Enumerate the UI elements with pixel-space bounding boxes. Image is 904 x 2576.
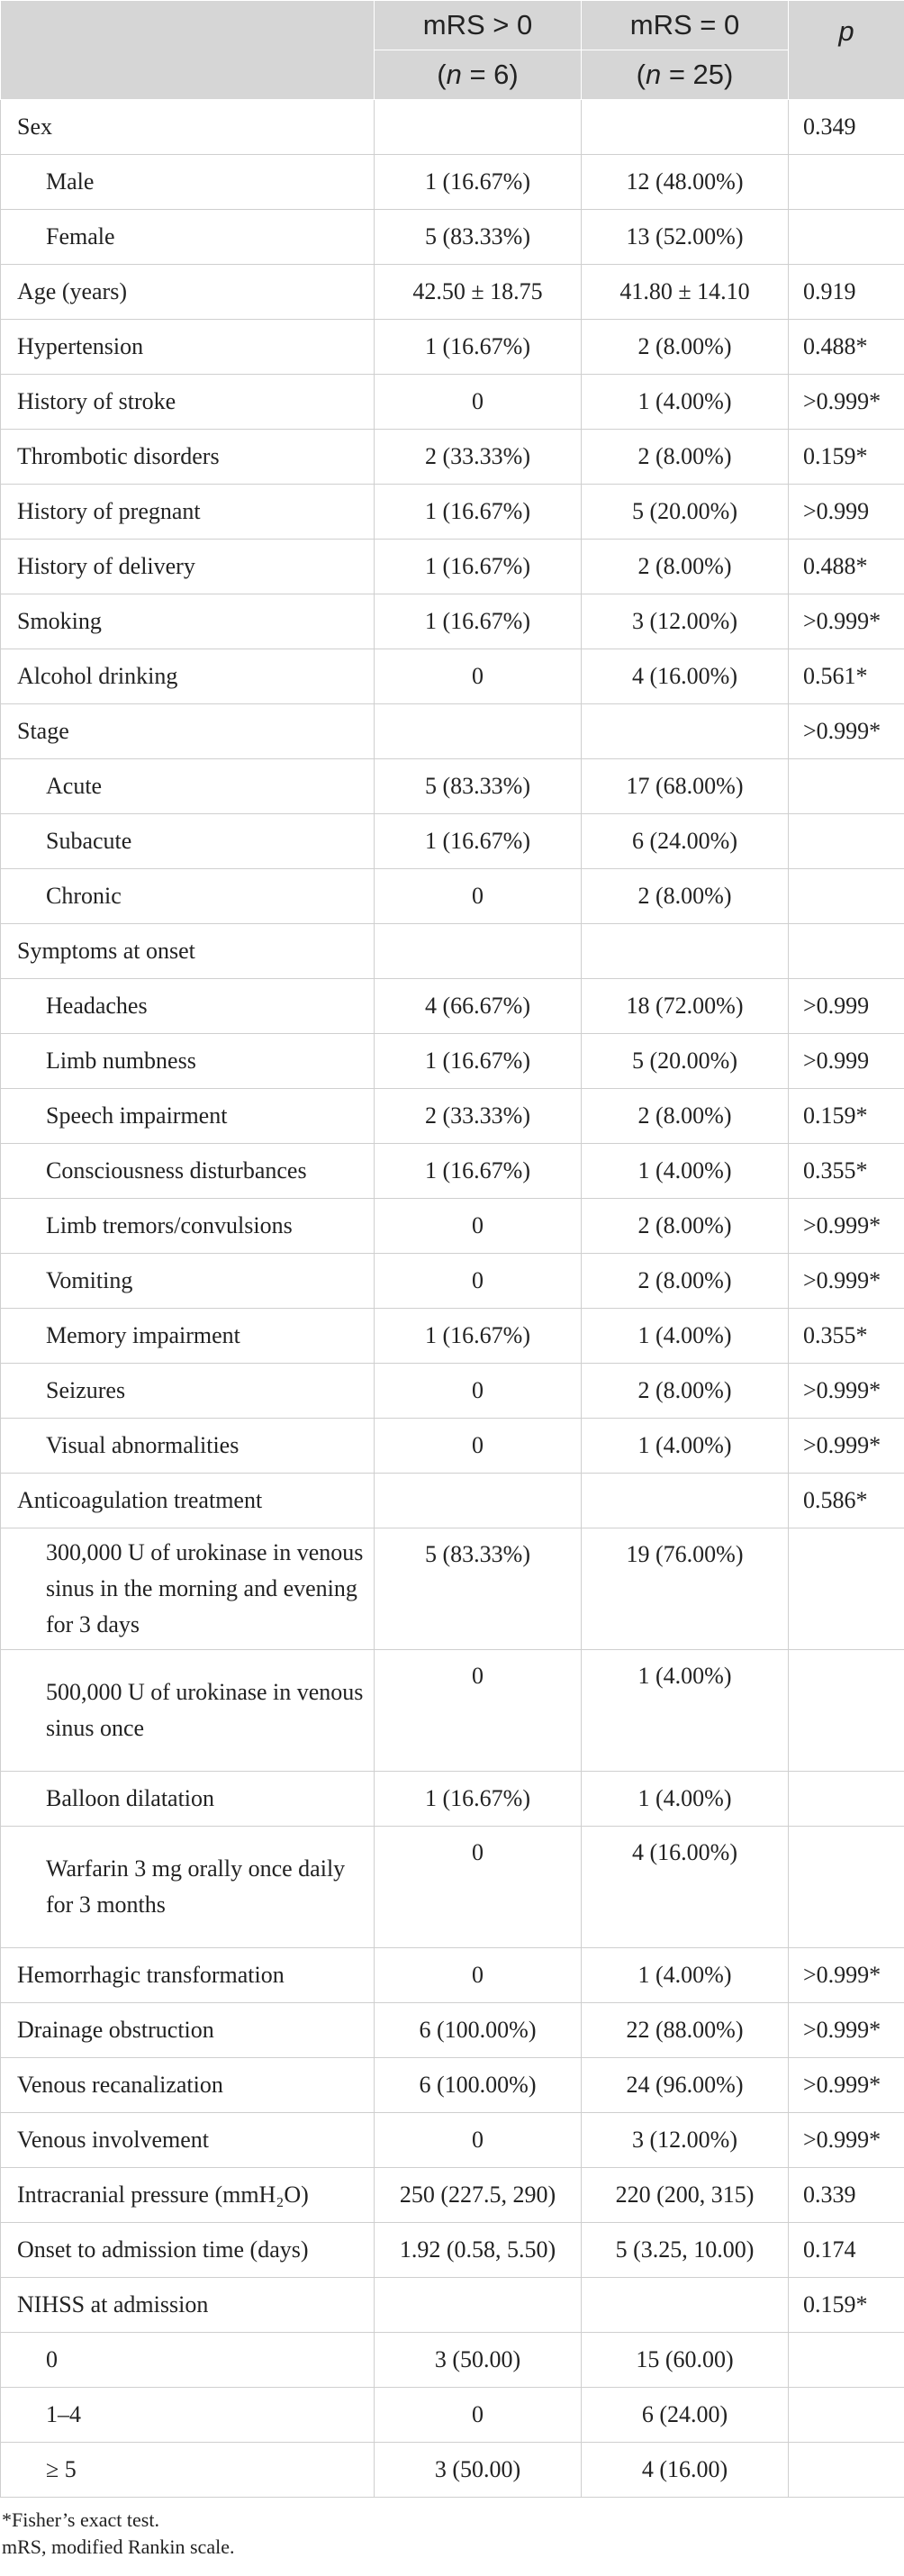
group2-value-cell: 1 (4.00%) <box>582 1144 789 1199</box>
p-value-cell: >0.999* <box>789 1364 904 1419</box>
table-row <box>1 430 904 485</box>
table-row <box>1 1772 904 1827</box>
table-row <box>1 1827 904 1948</box>
group2-value-cell <box>582 1474 789 1528</box>
table-row <box>1 1650 904 1772</box>
header-group2-n: (n = 25) <box>582 50 789 100</box>
group2-value-cell: 3 (12.00%) <box>582 2113 789 2168</box>
row-label-cell: Onset to admission time (days) <box>1 2223 375 2278</box>
row-label-cell: Anticoagulation treatment <box>1 1474 375 1528</box>
row-label-cell: Limb tremors/convulsions <box>1 1199 375 1254</box>
group2-value-cell: 12 (48.00%) <box>582 155 789 210</box>
row-label-cell: Limb numbness <box>1 1034 375 1089</box>
group1-value-cell: 42.50 ± 18.75 <box>375 265 582 320</box>
table-row <box>1 1948 904 2003</box>
group2-value-cell: 4 (16.00) <box>582 2443 789 2498</box>
group2-value-cell: 6 (24.00) <box>582 2388 789 2443</box>
group1-value-cell: 0 <box>375 869 582 924</box>
table-row <box>1 594 904 649</box>
p-value-cell <box>789 759 904 814</box>
group1-value-cell: 3 (50.00) <box>375 2443 582 2498</box>
row-label-cell: Male <box>1 155 375 210</box>
table-row <box>1 1474 904 1528</box>
group2-value-cell: 15 (60.00) <box>582 2333 789 2388</box>
group2-value-cell: 6 (24.00%) <box>582 814 789 869</box>
row-label-cell: Hypertension <box>1 320 375 375</box>
group1-value-cell: 2 (33.33%) <box>375 430 582 485</box>
row-label-cell: Chronic <box>1 869 375 924</box>
group2-value-cell: 5 (20.00%) <box>582 1034 789 1089</box>
row-label-cell: Intracranial pressure (mmH₂O) <box>1 2168 375 2223</box>
row-label-cell: Headaches <box>1 979 375 1034</box>
p-value-cell: >0.999* <box>789 2113 904 2168</box>
p-value-cell: 0.488* <box>789 540 904 594</box>
group2-value-cell: 1 (4.00%) <box>582 1309 789 1364</box>
row-label-cell: 0 <box>1 2333 375 2388</box>
p-value-cell: >0.999 <box>789 485 904 540</box>
group1-value-cell <box>375 704 582 759</box>
group2-value-cell: 5 (3.25, 10.00) <box>582 2223 789 2278</box>
group1-value-cell: 250 (227.5, 290) <box>375 2168 582 2223</box>
group1-value-cell: 1 (16.67%) <box>375 1309 582 1364</box>
table-row <box>1 2443 904 2498</box>
group2-value-cell: 2 (8.00%) <box>582 320 789 375</box>
group2-value-cell: 17 (68.00%) <box>582 759 789 814</box>
table-row <box>1 1144 904 1199</box>
table-row <box>1 1254 904 1309</box>
p-value-cell: >0.999* <box>789 2058 904 2113</box>
p-value-cell: >0.999* <box>789 704 904 759</box>
group1-value-cell: 5 (83.33%) <box>375 1528 582 1650</box>
group1-value-cell: 1 (16.67%) <box>375 320 582 375</box>
row-label-cell: Thrombotic disorders <box>1 430 375 485</box>
group1-value-cell: 1.92 (0.58, 5.50) <box>375 2223 582 2278</box>
p-value-cell: 0.586* <box>789 1474 904 1528</box>
table-row <box>1 485 904 540</box>
group2-value-cell: 1 (4.00%) <box>582 1419 789 1474</box>
table-row <box>1 924 904 979</box>
row-label-cell: 300,000 U of urokinase in venous sinus in the morning and evening for 3 days <box>1 1528 375 1650</box>
group2-value-cell: 2 (8.00%) <box>582 1089 789 1144</box>
row-label-cell: Seizures <box>1 1364 375 1419</box>
table-row <box>1 869 904 924</box>
group2-value-cell: 4 (16.00%) <box>582 1827 789 1948</box>
p-value-cell <box>789 814 904 869</box>
group1-value-cell: 1 (16.67%) <box>375 1034 582 1089</box>
row-label-cell: Age (years) <box>1 265 375 320</box>
p-value-cell <box>789 1528 904 1650</box>
p-value-cell: >0.999 <box>789 1034 904 1089</box>
table-row <box>1 1364 904 1419</box>
table-row <box>1 2113 904 2168</box>
p-value-cell <box>789 924 904 979</box>
row-label-cell: Consciousness disturbances <box>1 1144 375 1199</box>
group2-value-cell <box>582 704 789 759</box>
p-value-cell <box>789 210 904 265</box>
p-value-cell <box>789 1772 904 1827</box>
group1-value-cell: 0 <box>375 1254 582 1309</box>
table-row <box>1 320 904 375</box>
table-row <box>1 2003 904 2058</box>
p-value-cell <box>789 1827 904 1948</box>
table-row <box>1 1089 904 1144</box>
group2-value-cell: 19 (76.00%) <box>582 1528 789 1650</box>
group1-value-cell: 0 <box>375 375 582 430</box>
group1-value-cell: 1 (16.67%) <box>375 155 582 210</box>
group2-value-cell: 24 (96.00%) <box>582 2058 789 2113</box>
table-row <box>1 155 904 210</box>
table-row <box>1 1199 904 1254</box>
group1-value-cell <box>375 1474 582 1528</box>
row-label-cell: 1–4 <box>1 2388 375 2443</box>
group2-value-cell: 13 (52.00%) <box>582 210 789 265</box>
table-row <box>1 814 904 869</box>
p-value-cell: 0.355* <box>789 1309 904 1364</box>
group1-value-cell: 0 <box>375 1827 582 1948</box>
p-value-cell: >0.999 <box>789 979 904 1034</box>
group1-value-cell <box>375 2278 582 2333</box>
p-value-cell: >0.999* <box>789 1948 904 2003</box>
p-value-cell: 0.159* <box>789 430 904 485</box>
table-row <box>1 2223 904 2278</box>
p-value-cell: 0.349 <box>789 100 904 155</box>
p-value-cell: 0.919 <box>789 265 904 320</box>
row-label-cell: History of pregnant <box>1 485 375 540</box>
group2-value-cell: 5 (20.00%) <box>582 485 789 540</box>
table-row <box>1 265 904 320</box>
p-value-cell: >0.999* <box>789 1419 904 1474</box>
group1-value-cell: 2 (33.33%) <box>375 1089 582 1144</box>
table-row <box>1 2333 904 2388</box>
row-label-cell: Female <box>1 210 375 265</box>
row-label-cell: Balloon dilatation <box>1 1772 375 1827</box>
group1-value-cell <box>375 100 582 155</box>
group2-value-cell: 18 (72.00%) <box>582 979 789 1034</box>
row-label-cell: History of delivery <box>1 540 375 594</box>
table-row <box>1 2388 904 2443</box>
table-row <box>1 2058 904 2113</box>
row-label-cell: Venous recanalization <box>1 2058 375 2113</box>
group2-value-cell: 1 (4.00%) <box>582 1948 789 2003</box>
header-p-value: p <box>789 1 904 100</box>
footnote-mrs: mRS, modified Rankin scale. <box>2 2535 235 2558</box>
p-value-cell: 0.488* <box>789 320 904 375</box>
row-label-cell: ≥ 5 <box>1 2443 375 2498</box>
row-label-cell: Symptoms at onset <box>1 924 375 979</box>
table-row <box>1 100 904 155</box>
group2-value-cell: 2 (8.00%) <box>582 1364 789 1419</box>
p-value-cell <box>789 2443 904 2498</box>
group1-value-cell: 1 (16.67%) <box>375 485 582 540</box>
group1-value-cell: 1 (16.67%) <box>375 540 582 594</box>
p-value-cell: 0.174 <box>789 2223 904 2278</box>
table-row <box>1 704 904 759</box>
p-value-cell: >0.999* <box>789 1199 904 1254</box>
group1-value-cell <box>375 924 582 979</box>
group1-value-cell: 0 <box>375 649 582 704</box>
header-group1-label: mRS > 0 <box>375 1 582 50</box>
group2-value-cell: 1 (4.00%) <box>582 1650 789 1772</box>
group2-value-cell <box>582 100 789 155</box>
table-body <box>1 100 904 2498</box>
group2-value-cell: 2 (8.00%) <box>582 540 789 594</box>
table-row <box>1 2278 904 2333</box>
group2-value-cell: 2 (8.00%) <box>582 430 789 485</box>
table-row <box>1 1034 904 1089</box>
row-label-cell: Stage <box>1 704 375 759</box>
row-label-cell: Visual abnormalities <box>1 1419 375 1474</box>
p-value-cell <box>789 869 904 924</box>
p-value-cell: >0.999* <box>789 594 904 649</box>
row-label-cell: Speech impairment <box>1 1089 375 1144</box>
p-value-cell: 0.159* <box>789 2278 904 2333</box>
header-variable-cell <box>1 1 375 100</box>
group1-value-cell: 0 <box>375 2388 582 2443</box>
row-label-cell: Sex <box>1 100 375 155</box>
group2-value-cell <box>582 2278 789 2333</box>
row-label-cell: Warfarin 3 mg orally once daily for 3 months <box>1 1827 375 1948</box>
group1-value-cell: 0 <box>375 2113 582 2168</box>
group1-value-cell: 6 (100.00%) <box>375 2003 582 2058</box>
p-value-cell: 0.339 <box>789 2168 904 2223</box>
group1-value-cell: 1 (16.67%) <box>375 1144 582 1199</box>
group2-value-cell: 41.80 ± 14.10 <box>582 265 789 320</box>
table-row <box>1 1419 904 1474</box>
table-row <box>1 375 904 430</box>
table-row <box>1 759 904 814</box>
row-label-cell: Memory impairment <box>1 1309 375 1364</box>
footnote-fisher: *Fisher’s exact test. <box>2 2508 159 2531</box>
group1-value-cell: 0 <box>375 1364 582 1419</box>
row-label-cell: 500,000 U of urokinase in venous sinus once <box>1 1650 375 1772</box>
row-label-cell: Subacute <box>1 814 375 869</box>
table-row <box>1 1528 904 1650</box>
row-label-cell: Hemorrhagic transformation <box>1 1948 375 2003</box>
p-value-cell <box>789 1650 904 1772</box>
group1-value-cell: 3 (50.00) <box>375 2333 582 2388</box>
group1-value-cell: 0 <box>375 1948 582 2003</box>
p-value-cell <box>789 2333 904 2388</box>
table-row <box>1 649 904 704</box>
group2-value-cell: 22 (88.00%) <box>582 2003 789 2058</box>
row-label-cell: Drainage obstruction <box>1 2003 375 2058</box>
group1-value-cell: 5 (83.33%) <box>375 759 582 814</box>
group1-value-cell: 1 (16.67%) <box>375 1772 582 1827</box>
group2-value-cell: 2 (8.00%) <box>582 1199 789 1254</box>
table-row <box>1 2168 904 2223</box>
row-label-cell: Acute <box>1 759 375 814</box>
row-label-cell: Vomiting <box>1 1254 375 1309</box>
p-value-cell <box>789 155 904 210</box>
group2-value-cell: 1 (4.00%) <box>582 1772 789 1827</box>
p-value-cell: 0.159* <box>789 1089 904 1144</box>
group2-value-cell: 220 (200, 315) <box>582 2168 789 2223</box>
table-row <box>1 540 904 594</box>
row-label-cell: NIHSS at admission <box>1 2278 375 2333</box>
table-row <box>1 1309 904 1364</box>
group2-value-cell: 2 (8.00%) <box>582 869 789 924</box>
header-group1-n: (n = 6) <box>375 50 582 100</box>
table-header <box>1 1 904 100</box>
p-value-cell: >0.999* <box>789 2003 904 2058</box>
header-group2-label: mRS = 0 <box>582 1 789 50</box>
group2-value-cell <box>582 924 789 979</box>
group2-value-cell: 4 (16.00%) <box>582 649 789 704</box>
group2-value-cell: 3 (12.00%) <box>582 594 789 649</box>
p-value-cell: 0.561* <box>789 649 904 704</box>
group1-value-cell: 4 (66.67%) <box>375 979 582 1034</box>
group1-value-cell: 1 (16.67%) <box>375 594 582 649</box>
row-label-cell: Alcohol drinking <box>1 649 375 704</box>
row-label-cell: Venous involvement <box>1 2113 375 2168</box>
table-row <box>1 210 904 265</box>
p-value-cell <box>789 2388 904 2443</box>
group1-value-cell: 5 (83.33%) <box>375 210 582 265</box>
group1-value-cell: 0 <box>375 1419 582 1474</box>
group2-value-cell: 2 (8.00%) <box>582 1254 789 1309</box>
table-footnotes <box>0 2498 904 2561</box>
group1-value-cell: 0 <box>375 1199 582 1254</box>
group1-value-cell: 1 (16.67%) <box>375 814 582 869</box>
p-value-cell: 0.355* <box>789 1144 904 1199</box>
p-value-cell: >0.999* <box>789 1254 904 1309</box>
table-row <box>1 979 904 1034</box>
group2-value-cell: 1 (4.00%) <box>582 375 789 430</box>
group1-value-cell: 6 (100.00%) <box>375 2058 582 2113</box>
row-label-cell: History of stroke <box>1 375 375 430</box>
row-label-cell: Smoking <box>1 594 375 649</box>
p-value-cell: >0.999* <box>789 375 904 430</box>
group1-value-cell: 0 <box>375 1650 582 1772</box>
